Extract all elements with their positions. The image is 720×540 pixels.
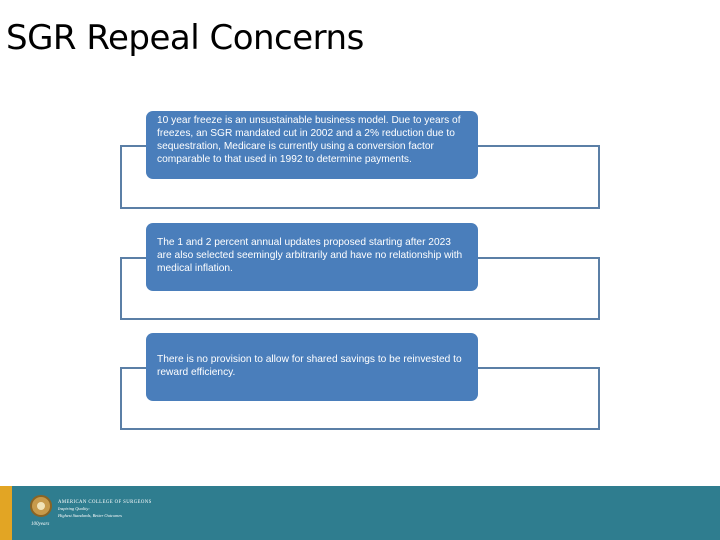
org-tagline-1: Inspiring Quality: [58, 506, 90, 511]
org-logo [58, 500, 152, 518]
concern-text-1: 10 year freeze is an unsustainable business model. Due to years of freezes, an SGR mandated cut in 2002 and a 2% reduction due to sequestration, Medicare is currently using a conversion factor comparable to that used in 1992 to determine payments. [157, 115, 461, 165]
concern-box-1 [146, 111, 478, 179]
concern-text-2: The 1 and 2 percent annual updates proposed starting after 2023 are also selected seemingly arbitrarily and have no relationship with medical inflation. [157, 237, 463, 274]
concern-box-3 [146, 333, 478, 401]
org-tagline-2: Highest Standards, Better Outcomes [58, 512, 122, 518]
org-name: AMERICAN COLLEGE OF SURGEONS [58, 500, 152, 505]
concern-box-2 [146, 223, 478, 291]
slide-title: SGR Repeal Concerns [6, 18, 364, 58]
anniversary-mark: 100years [31, 522, 50, 527]
acs-seal-icon [30, 495, 52, 517]
concern-text-3: There is no provision to allow for shared savings to be reinvested to reward efficiency. [157, 354, 462, 378]
footer-accent-stripe [0, 486, 12, 540]
footer-band [0, 486, 720, 540]
